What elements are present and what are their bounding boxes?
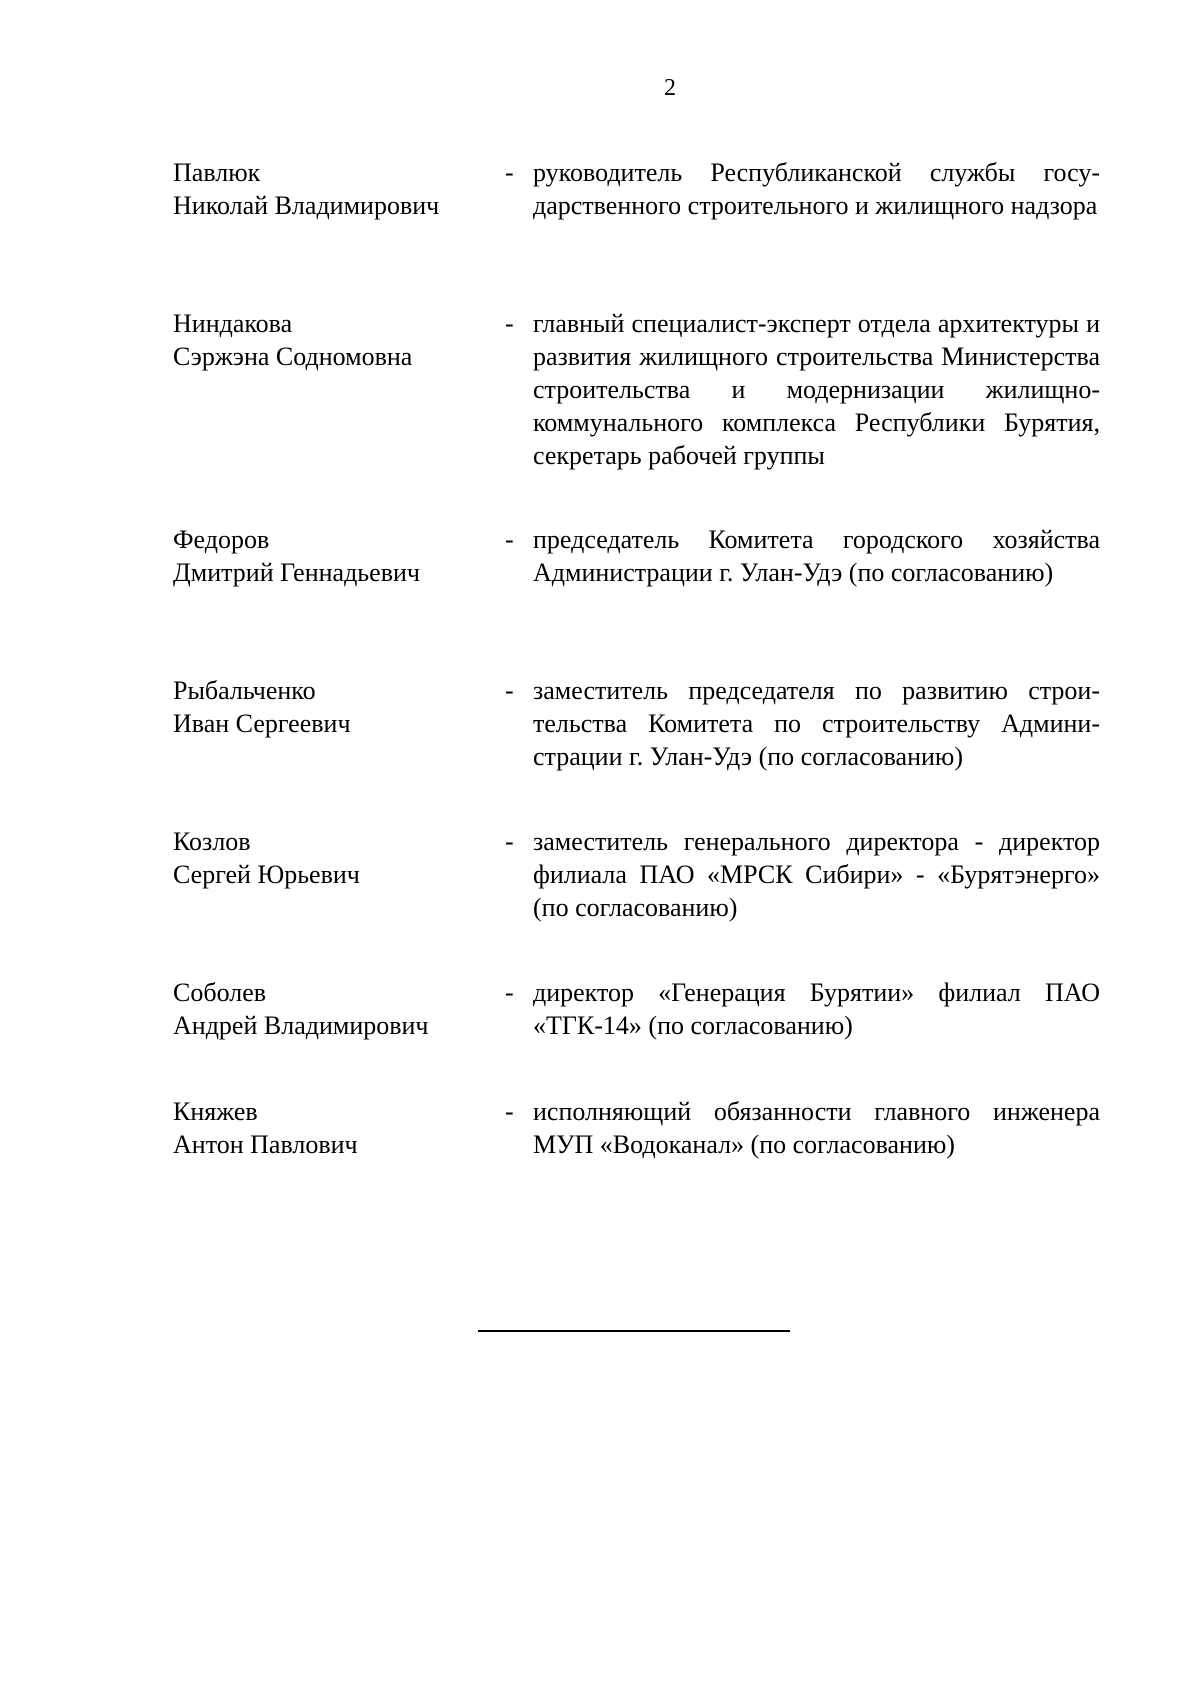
- member-role: исполняющий обязанности главного инженера МУП «Водоканал» (по согласованию): [533, 1097, 1100, 1159]
- dash-separator: -: [505, 676, 514, 705]
- member-name: [173, 1095, 493, 1161]
- member-name: [173, 307, 493, 373]
- member-surname: Рыбальченко: [173, 676, 316, 705]
- member-surname: Федоров: [173, 525, 270, 554]
- member-role: заместитель генерального директора - директор филиала ПАО «МРСК Сибири» - «Бурятэнерго» (по согласованию): [533, 827, 1100, 922]
- member-surname: Ниндакова: [173, 309, 293, 338]
- member-given-names: Антон Павлович: [173, 1130, 358, 1159]
- closing-rule: [478, 1330, 790, 1332]
- member-role: директор «Генерация Бурятии» филиал ПАО «ТГК-14» (по согласованию): [533, 978, 1100, 1040]
- member-name: [173, 156, 493, 222]
- member-given-names: Андрей Владимирович: [173, 1011, 429, 1040]
- member-role: председатель Комитета городского хозяйства Администрации г. Улан-Удэ (по согласованию): [533, 525, 1100, 587]
- member-surname: Княжев: [173, 1097, 258, 1126]
- dash-separator: -: [505, 827, 514, 856]
- member-given-names: Дмитрий Геннадьевич: [173, 558, 420, 587]
- member-surname: Соболев: [173, 978, 267, 1007]
- member-given-names: Николай Владимирович: [173, 191, 440, 220]
- dash-separator: -: [505, 525, 514, 554]
- member-name: [173, 674, 493, 740]
- dash-separator: -: [505, 309, 514, 338]
- dash-separator: -: [505, 1097, 514, 1126]
- member-name: [173, 523, 493, 589]
- member-role: руководитель Республиканской службы государственного строительного и жилищного надзора: [533, 158, 1100, 220]
- dash-separator: -: [505, 978, 514, 1007]
- member-name: [173, 825, 493, 891]
- dash-separator: -: [505, 158, 514, 187]
- member-given-names: Иван Сергеевич: [173, 709, 351, 738]
- member-role: главный специалист-эксперт отдела архитектуры и развития жилищного строительства Министерства строительства и модернизации жилищно-коммунального комплекса Республики Бурятия, секретарь рабочей группы: [533, 309, 1100, 470]
- member-surname: Павлюк: [173, 158, 261, 187]
- member-surname: Козлов: [173, 827, 251, 856]
- member-given-names: Сэржэна Содномовна: [173, 342, 413, 371]
- page-number: 2: [664, 75, 676, 101]
- member-given-names: Сергей Юрьевич: [173, 860, 360, 889]
- member-role: заместитель председателя по развитию строительства Комитета по строительству Администрации г. Улан-Удэ (по согласованию): [533, 676, 1100, 771]
- member-name: [173, 976, 493, 1042]
